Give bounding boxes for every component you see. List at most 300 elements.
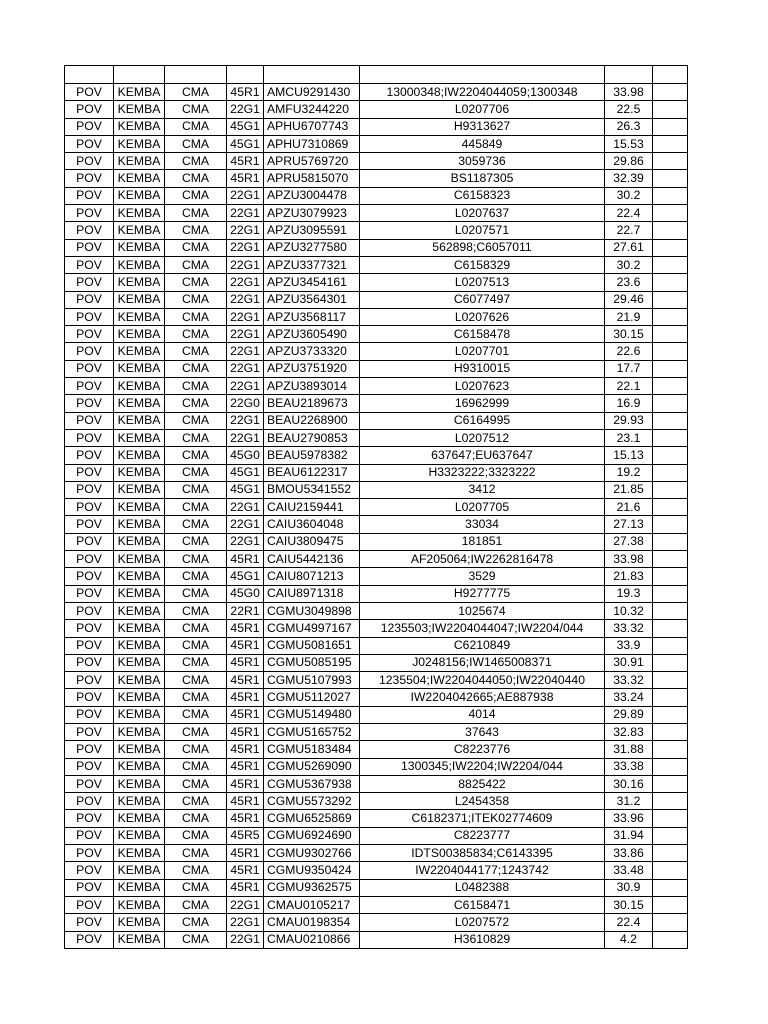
table-row — [65, 706, 688, 723]
cell-blank — [653, 429, 688, 446]
cell-port: POV — [65, 118, 114, 135]
cell-seal-no: AF205064;IW2262816478 — [360, 551, 605, 568]
cell-container-no: CMAU0198354 — [264, 914, 360, 931]
cell-weight: 33.32 — [605, 620, 653, 637]
cell-type: 45G1 — [227, 135, 264, 152]
cell-vessel: KEMBA — [114, 896, 165, 913]
cell-port: POV — [65, 672, 114, 689]
cell-port: POV — [65, 551, 114, 568]
cell-line: CMA — [165, 481, 227, 498]
cell-type: 22G1 — [227, 239, 264, 256]
cell-container-no: CMAU0105217 — [264, 896, 360, 913]
cell-seal-no: L0207626 — [360, 308, 605, 325]
cell-seal-no: C6158329 — [360, 256, 605, 273]
cell-type: 45R1 — [227, 620, 264, 637]
cell-vessel: KEMBA — [114, 135, 165, 152]
cell-container-no: APZU3751920 — [264, 360, 360, 377]
cell-type: 22G1 — [227, 101, 264, 118]
cell-line: CMA — [165, 326, 227, 343]
cell-blank — [653, 931, 688, 948]
cell-weight: 22.6 — [605, 343, 653, 360]
cell-seal-no: 181851 — [360, 533, 605, 550]
cell-port: POV — [65, 810, 114, 827]
cell-line: CMA — [165, 256, 227, 273]
cell-port: POV — [65, 637, 114, 654]
cell-port: POV — [65, 187, 114, 204]
cell-container-no: CAIU3809475 — [264, 533, 360, 550]
cell-weight: 30.9 — [605, 879, 653, 896]
cell-blank — [653, 499, 688, 516]
table-row — [65, 205, 688, 222]
cell-blank — [653, 395, 688, 412]
cell-line: CMA — [165, 291, 227, 308]
cell-container-no: APZU3568117 — [264, 308, 360, 325]
cell-port: POV — [65, 481, 114, 498]
cell-seal-no: IW2204042665;AE887938 — [360, 689, 605, 706]
table-row — [65, 654, 688, 671]
cell-type: 45R5 — [227, 827, 264, 844]
cell-seal-no: 4014 — [360, 706, 605, 723]
cell-blank — [653, 551, 688, 568]
cell-seal-no: 562898;C6057011 — [360, 239, 605, 256]
cell-container-no: APZU3893014 — [264, 378, 360, 395]
header-cell — [65, 66, 114, 84]
cell-weight: 21.85 — [605, 481, 653, 498]
cell-vessel: KEMBA — [114, 810, 165, 827]
cell-type: 22R1 — [227, 602, 264, 619]
cell-seal-no: 445849 — [360, 135, 605, 152]
cell-weight: 32.83 — [605, 723, 653, 740]
cell-line: CMA — [165, 153, 227, 170]
cell-vessel: KEMBA — [114, 568, 165, 585]
cell-blank — [653, 845, 688, 862]
cell-seal-no: C6158323 — [360, 187, 605, 204]
cell-seal-no: L0207572 — [360, 914, 605, 931]
table-row — [65, 412, 688, 429]
cell-blank — [653, 654, 688, 671]
cell-vessel: KEMBA — [114, 205, 165, 222]
cell-line: CMA — [165, 896, 227, 913]
cell-line: CMA — [165, 931, 227, 948]
cell-port: POV — [65, 239, 114, 256]
cell-line: CMA — [165, 274, 227, 291]
cell-type: 22G1 — [227, 499, 264, 516]
cell-seal-no: C6210849 — [360, 637, 605, 654]
cell-seal-no: L0482388 — [360, 879, 605, 896]
cell-weight: 30.2 — [605, 256, 653, 273]
table-row — [65, 481, 688, 498]
cell-blank — [653, 672, 688, 689]
cell-line: CMA — [165, 793, 227, 810]
cell-vessel: KEMBA — [114, 499, 165, 516]
cell-blank — [653, 481, 688, 498]
cell-type: 22G1 — [227, 274, 264, 291]
table-row — [65, 723, 688, 740]
cell-port: POV — [65, 862, 114, 879]
cell-container-no: APHU7310869 — [264, 135, 360, 152]
header-cell — [605, 66, 653, 84]
cell-port: POV — [65, 723, 114, 740]
cell-container-no: CGMU5573292 — [264, 793, 360, 810]
cell-seal-no: C8223777 — [360, 827, 605, 844]
cell-line: CMA — [165, 464, 227, 481]
header-cell — [264, 66, 360, 84]
cell-seal-no: IDTS00385834;C6143395 — [360, 845, 605, 862]
cell-blank — [653, 343, 688, 360]
cell-blank — [653, 706, 688, 723]
cell-blank — [653, 793, 688, 810]
table-row — [65, 931, 688, 948]
cell-vessel: KEMBA — [114, 931, 165, 948]
cell-type: 22G1 — [227, 896, 264, 913]
cell-vessel: KEMBA — [114, 222, 165, 239]
cell-blank — [653, 637, 688, 654]
cell-type: 22G1 — [227, 187, 264, 204]
cell-port: POV — [65, 360, 114, 377]
cell-container-no: CGMU6525869 — [264, 810, 360, 827]
cell-vessel: KEMBA — [114, 741, 165, 758]
cell-blank — [653, 914, 688, 931]
cell-port: POV — [65, 654, 114, 671]
cell-port: POV — [65, 585, 114, 602]
cell-container-no: CAIU8071213 — [264, 568, 360, 585]
cell-type: 22G1 — [227, 516, 264, 533]
cell-weight: 31.2 — [605, 793, 653, 810]
table-row — [65, 239, 688, 256]
cell-seal-no: C6077497 — [360, 291, 605, 308]
cell-weight: 27.61 — [605, 239, 653, 256]
cell-weight: 23.6 — [605, 274, 653, 291]
table-row — [65, 793, 688, 810]
cell-seal-no: L0207513 — [360, 274, 605, 291]
cell-vessel: KEMBA — [114, 654, 165, 671]
table-row — [65, 827, 688, 844]
cell-weight: 30.15 — [605, 896, 653, 913]
cell-line: CMA — [165, 395, 227, 412]
cell-type: 22G1 — [227, 533, 264, 550]
cell-blank — [653, 447, 688, 464]
cell-line: CMA — [165, 827, 227, 844]
cell-line: CMA — [165, 429, 227, 446]
table-row — [65, 620, 688, 637]
cell-port: POV — [65, 499, 114, 516]
cell-vessel: KEMBA — [114, 637, 165, 654]
cell-weight: 30.16 — [605, 775, 653, 792]
cell-line: CMA — [165, 101, 227, 118]
table-row — [65, 602, 688, 619]
table-row — [65, 741, 688, 758]
table-row — [65, 533, 688, 550]
table-row — [65, 637, 688, 654]
cell-blank — [653, 118, 688, 135]
cell-line: CMA — [165, 810, 227, 827]
cell-blank — [653, 412, 688, 429]
cell-weight: 33.9 — [605, 637, 653, 654]
cell-container-no: CGMU9362575 — [264, 879, 360, 896]
cell-seal-no: 37643 — [360, 723, 605, 740]
cell-blank — [653, 568, 688, 585]
cell-type: 45G1 — [227, 481, 264, 498]
cell-seal-no: 1235504;IW2204044050;IW22040440 — [360, 672, 605, 689]
cell-line: CMA — [165, 135, 227, 152]
cell-port: POV — [65, 914, 114, 931]
cell-weight: 33.24 — [605, 689, 653, 706]
cell-container-no: CGMU5107993 — [264, 672, 360, 689]
cell-port: POV — [65, 153, 114, 170]
cell-port: POV — [65, 429, 114, 446]
cell-weight: 32.39 — [605, 170, 653, 187]
table-row — [65, 568, 688, 585]
cell-port: POV — [65, 205, 114, 222]
cell-seal-no: L0207637 — [360, 205, 605, 222]
cell-blank — [653, 187, 688, 204]
cell-port: POV — [65, 222, 114, 239]
cell-seal-no: H3610829 — [360, 931, 605, 948]
cell-weight: 23.1 — [605, 429, 653, 446]
cell-weight: 4.2 — [605, 931, 653, 948]
cell-container-no: CMAU0210866 — [264, 931, 360, 948]
cell-type: 22G1 — [227, 222, 264, 239]
cell-line: CMA — [165, 585, 227, 602]
cell-container-no: CAIU2159441 — [264, 499, 360, 516]
cell-type: 45R1 — [227, 879, 264, 896]
cell-seal-no: H9313627 — [360, 118, 605, 135]
cell-port: POV — [65, 775, 114, 792]
cell-line: CMA — [165, 84, 227, 101]
cell-vessel: KEMBA — [114, 620, 165, 637]
table-row — [65, 153, 688, 170]
cell-blank — [653, 84, 688, 101]
table-row — [65, 84, 688, 101]
cell-weight: 29.46 — [605, 291, 653, 308]
cell-seal-no: 3059736 — [360, 153, 605, 170]
table-row — [65, 395, 688, 412]
cell-blank — [653, 533, 688, 550]
cell-line: CMA — [165, 222, 227, 239]
cell-blank — [653, 620, 688, 637]
cell-port: POV — [65, 464, 114, 481]
cell-line: CMA — [165, 533, 227, 550]
table-row — [65, 879, 688, 896]
cell-type: 45R1 — [227, 862, 264, 879]
cell-type: 22G1 — [227, 205, 264, 222]
cell-weight: 26.3 — [605, 118, 653, 135]
table-row — [65, 499, 688, 516]
cell-line: CMA — [165, 602, 227, 619]
cell-seal-no: 1300345;IW2204;IW2204/044 — [360, 758, 605, 775]
cell-seal-no: L0207701 — [360, 343, 605, 360]
cell-type: 45R1 — [227, 758, 264, 775]
cell-container-no: CGMU5112027 — [264, 689, 360, 706]
cell-vessel: KEMBA — [114, 464, 165, 481]
cell-container-no: APZU3079923 — [264, 205, 360, 222]
cell-weight: 21.9 — [605, 308, 653, 325]
table-row — [65, 429, 688, 446]
cell-type: 22G0 — [227, 395, 264, 412]
cell-weight: 31.94 — [605, 827, 653, 844]
table-row — [65, 343, 688, 360]
cell-line: CMA — [165, 620, 227, 637]
header-cell — [227, 66, 264, 84]
cell-blank — [653, 775, 688, 792]
cell-seal-no: H9277775 — [360, 585, 605, 602]
container-table — [64, 65, 688, 949]
cell-port: POV — [65, 706, 114, 723]
cell-weight: 21.6 — [605, 499, 653, 516]
cell-seal-no: 3529 — [360, 568, 605, 585]
cell-vessel: KEMBA — [114, 118, 165, 135]
cell-weight: 33.32 — [605, 672, 653, 689]
cell-vessel: KEMBA — [114, 862, 165, 879]
cell-vessel: KEMBA — [114, 758, 165, 775]
cell-vessel: KEMBA — [114, 274, 165, 291]
table-row — [65, 810, 688, 827]
cell-weight: 27.13 — [605, 516, 653, 533]
cell-type: 22G1 — [227, 429, 264, 446]
cell-weight: 33.98 — [605, 551, 653, 568]
table-row — [65, 256, 688, 273]
cell-line: CMA — [165, 343, 227, 360]
cell-weight: 33.96 — [605, 810, 653, 827]
cell-line: CMA — [165, 360, 227, 377]
cell-seal-no: H3323222;3323222 — [360, 464, 605, 481]
cell-container-no: BEAU5978382 — [264, 447, 360, 464]
cell-container-no: AMCU9291430 — [264, 84, 360, 101]
cell-type: 45R1 — [227, 810, 264, 827]
cell-line: CMA — [165, 170, 227, 187]
cell-port: POV — [65, 896, 114, 913]
cell-weight: 19.3 — [605, 585, 653, 602]
cell-type: 45R1 — [227, 551, 264, 568]
table-row — [65, 222, 688, 239]
cell-seal-no: C6158471 — [360, 896, 605, 913]
cell-port: POV — [65, 170, 114, 187]
cell-seal-no: C6164995 — [360, 412, 605, 429]
cell-vessel: KEMBA — [114, 689, 165, 706]
cell-line: CMA — [165, 654, 227, 671]
cell-port: POV — [65, 326, 114, 343]
cell-blank — [653, 827, 688, 844]
cell-blank — [653, 326, 688, 343]
cell-vessel: KEMBA — [114, 360, 165, 377]
cell-vessel: KEMBA — [114, 672, 165, 689]
cell-vessel: KEMBA — [114, 602, 165, 619]
cell-port: POV — [65, 135, 114, 152]
cell-vessel: KEMBA — [114, 170, 165, 187]
cell-type: 22G1 — [227, 360, 264, 377]
cell-port: POV — [65, 84, 114, 101]
cell-type: 22G1 — [227, 291, 264, 308]
cell-weight: 22.4 — [605, 205, 653, 222]
cell-weight: 15.53 — [605, 135, 653, 152]
table-row — [65, 758, 688, 775]
cell-vessel: KEMBA — [114, 845, 165, 862]
table-row — [65, 516, 688, 533]
cell-line: CMA — [165, 672, 227, 689]
table-row — [65, 447, 688, 464]
cell-container-no: CGMU9350424 — [264, 862, 360, 879]
cell-port: POV — [65, 308, 114, 325]
table-row — [65, 326, 688, 343]
cell-line: CMA — [165, 412, 227, 429]
cell-line: CMA — [165, 308, 227, 325]
cell-type: 45R1 — [227, 84, 264, 101]
cell-weight: 30.91 — [605, 654, 653, 671]
cell-type: 22G1 — [227, 308, 264, 325]
cell-vessel: KEMBA — [114, 775, 165, 792]
cell-blank — [653, 810, 688, 827]
cell-vessel: KEMBA — [114, 585, 165, 602]
cell-blank — [653, 205, 688, 222]
cell-line: CMA — [165, 378, 227, 395]
cell-port: POV — [65, 741, 114, 758]
cell-type: 22G1 — [227, 326, 264, 343]
cell-seal-no: 637647;EU637647 — [360, 447, 605, 464]
cell-blank — [653, 153, 688, 170]
cell-type: 45R1 — [227, 672, 264, 689]
cell-seal-no: 16962999 — [360, 395, 605, 412]
table-row — [65, 775, 688, 792]
cell-container-no: AMFU3244220 — [264, 101, 360, 118]
cell-seal-no: 8825422 — [360, 775, 605, 792]
cell-blank — [653, 291, 688, 308]
cell-vessel: KEMBA — [114, 395, 165, 412]
cell-seal-no: BS1187305 — [360, 170, 605, 187]
cell-type: 45G1 — [227, 464, 264, 481]
table-body — [65, 66, 688, 949]
cell-type: 45R1 — [227, 775, 264, 792]
cell-port: POV — [65, 689, 114, 706]
cell-seal-no: 33034 — [360, 516, 605, 533]
cell-vessel: KEMBA — [114, 239, 165, 256]
cell-container-no: APZU3564301 — [264, 291, 360, 308]
cell-blank — [653, 723, 688, 740]
header-cell — [360, 66, 605, 84]
cell-container-no: CAIU3604048 — [264, 516, 360, 533]
cell-line: CMA — [165, 187, 227, 204]
header-cell — [165, 66, 227, 84]
table-row — [65, 914, 688, 931]
cell-port: POV — [65, 101, 114, 118]
cell-port: POV — [65, 758, 114, 775]
cell-type: 22G1 — [227, 931, 264, 948]
cell-weight: 33.86 — [605, 845, 653, 862]
table-row — [65, 360, 688, 377]
cell-container-no: CGMU9302766 — [264, 845, 360, 862]
cell-type: 45R1 — [227, 741, 264, 758]
cell-vessel: KEMBA — [114, 827, 165, 844]
cell-port: POV — [65, 568, 114, 585]
cell-seal-no: L0207571 — [360, 222, 605, 239]
cell-blank — [653, 879, 688, 896]
cell-type: 45G0 — [227, 447, 264, 464]
cell-seal-no: L2454358 — [360, 793, 605, 810]
cell-seal-no: C6182371;ITEK02774609 — [360, 810, 605, 827]
cell-blank — [653, 101, 688, 118]
cell-container-no: CGMU5269090 — [264, 758, 360, 775]
cell-weight: 17.7 — [605, 360, 653, 377]
cell-vessel: KEMBA — [114, 723, 165, 740]
cell-container-no: CGMU5081651 — [264, 637, 360, 654]
cell-container-no: BEAU6122317 — [264, 464, 360, 481]
cell-container-no: CGMU5085195 — [264, 654, 360, 671]
cell-vessel: KEMBA — [114, 153, 165, 170]
cell-vessel: KEMBA — [114, 879, 165, 896]
cell-weight: 22.4 — [605, 914, 653, 931]
cell-weight: 22.5 — [605, 101, 653, 118]
cell-vessel: KEMBA — [114, 533, 165, 550]
cell-blank — [653, 222, 688, 239]
